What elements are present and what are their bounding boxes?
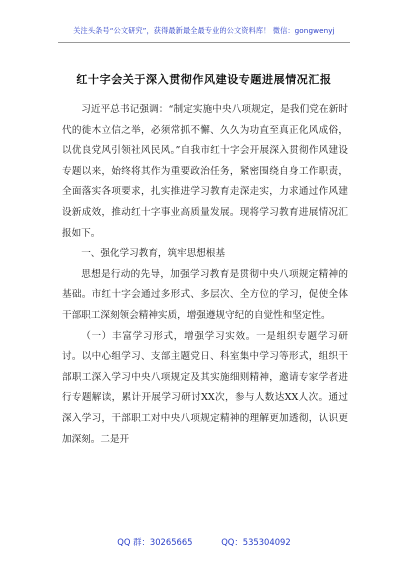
- body-paragraph: 思想是行动的先导，加强学习教育是贯彻中央八项规定精神的基础。市红十字会通过多形式、多层次、全方位的学习，促使全体干部职工深刻领会精神实质，增强遵规守纪的自觉性和坚定性。: [62, 268, 348, 321]
- page-footer: [0, 536, 408, 548]
- footer-qq-group: QQ 群：30265665: [117, 537, 193, 547]
- document-title: 红十字会关于深入贯彻作风建设专题进展情况汇报: [76, 73, 332, 86]
- footer-qq-number: QQ：535304092: [221, 537, 291, 547]
- body-paragraph-intro: 习近平总书记强调：“制定实施中央八项规定，是我们党在新时代的徙木立信之举，必须常抓不懈、久久为功直至真正化风成俗，以优良党风引领社风民风。”自我市红十字会开展深入贯彻作风建设专题以来，始终将其作为重要政治任务，紧密围绕自身工作职责，全面落实各项要求，扎实推进学习教育走深走实，力求通过作风建设新成效，推动红十字事业高质量发展。现将学习教育进展情况汇报如下。: [62, 104, 348, 239]
- section-heading-1: 一、强化学习教育，筑牢思想根基: [81, 248, 226, 260]
- header-divider: [58, 42, 350, 43]
- body-paragraph: （一）丰富学习形式，增强学习实效。一是组织专题学习研讨。以中心组学习、支部主题党日、科室集中学习等形式，组织干部职工深入学习中央八项规定及其实施细则精神，邀请专家学者进行专题解读，累计开展学习研讨XX次，参与人数达XX人次。通过深入学习，干部职工对中央八项规定精神的理解更加透彻，认识更加深刻。二是开: [62, 330, 348, 445]
- document-body: [62, 100, 348, 450]
- page-header-banner: 关注头条号“公文研究”，获得最新最全最专业的公文资料库！ 微信：gongwenyj: [73, 26, 335, 35]
